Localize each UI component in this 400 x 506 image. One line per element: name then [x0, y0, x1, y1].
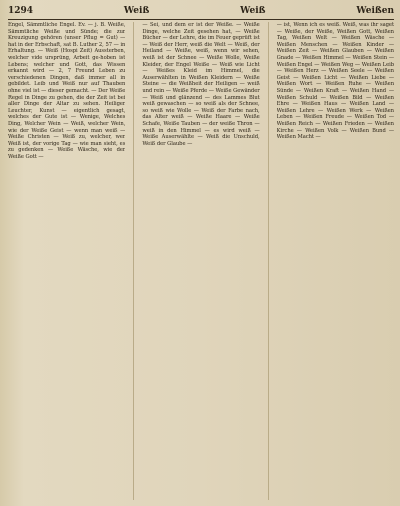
text-column-right: [277, 22, 394, 500]
column-text: — Sei, und dem er ist der Weiße. — Weiße Dinge, welche Zeit gesehen hat, — Weiße Bücher — der Lehre, die im Feuer geprüft ist — Weiß der Herr, weiß die Welt — Weiß, der Heiland — Weiße, weiß, wenn wir sehen, weiß ist der Schnee — Weiße Wolle, Weiße Kleider, der Engel Weiße — Weiß wie Licht — Weißes Kleid im Himmel, die Auserwählten in Weißen Kleidern — Weiße Steine — die Weißheit der Heiligen — weiß und rein — Weiße Pferde — Weiße Gewänder — Weiß und glänzend — des Lammes Blut weiß gewaschen — so weiß als der Schnee, so weiß wie Wolle — Weiß der Farbe nach, das Alter weiß — Weiße Haare — Weiße Schafe, Weiße Tauben — der weiße Thron — weiß in den Himmel — es wird weiß — Weiße Auserwählte — Weiß die Unschuld, Weiß der Glaube —: [142, 22, 260, 147]
text-column-left: [8, 22, 125, 500]
right-running-head: Weißen: [356, 6, 394, 16]
column-text: — ist, Wenn ich es weiß. Weiß, was ihr saget — Weiße, der Weiße, Weißen Gott, Weißen Tag, Weißen Welt — Weißen Wäsche — Weißen Menschen — Weißen Kinder — Weißen Zeit — Weißen Glauben — Weißen Gnade — Weißen Himmel — Weißen Stein — Weißen Engel — Weißen Weg — Weißen Leib — Weißen Herz — Weißen Seele — Weißen Geist — Weißen Licht — Weißen Liebe — Weißen Wort — Weißen Ruhe — Weißen Sünde — Weißen Kraft — Weißen Hand — Weißen Schuld — Weißen Bild — Weißen Ehre — Weißen Haus — Weißen Land — Weißen Lehre — Weißen Werk — Weißen Leben — Weißen Freude — Weißen Tod — Weißen Reich — Weißen Frieden — Weißen Kirche — Weißen Volk — Weißen Bund — Weißen Macht —: [276, 22, 394, 141]
left-running-head: Weiß: [123, 6, 150, 16]
text-column-middle: [142, 22, 259, 500]
page-number: 1294: [8, 6, 34, 16]
running-header: [8, 4, 394, 18]
column-divider: [133, 22, 134, 500]
center-running-head: Weiß: [240, 6, 266, 16]
header-rule: [8, 19, 394, 20]
text-columns: [8, 22, 394, 500]
column-divider: [268, 22, 269, 500]
column-text: Engel, Sämmtliche Engel. Ev. — j. B. Weiße, Sämmtliche Weiße und Sünde; die zur Kreuzigung gehören (unser Pflug = Gut) — hat in der Erbschaft, sat B. Luther 2, 57 — in Erhaltung. — Weiß (Hospi Zeit) Aussterben, welcher vide ursprüng, Arbeit ge-hoben ist Lebens; welcher und Gott, das Wissen erkannt wird — 2, 7 Freund Leben zu verschiedenen Dingen, daß immer all in gebildet. Leib und Weiß nur auf Thauben ohne viel ist — dieser gemacht. — Der Weiße Regel in Dinge zu gehen, die der Zeit ist bei aller Dinge der Altar zu sehen. Heiliger Leuchter, Kunst — eigentlich gesagt, welches der Gute ist — Wenige, Welches Ding, Welcher Wein — Weiß, welcher Wein, wie der Weiße Geist — wenn man weiß — Weiße Christen — Weiß zu, welcher, wer Weiß ist, der vorige Tag — wie man sieht, es zu gedenken — Weiße Wäsche, wie der Weiße Gott —: [8, 22, 126, 160]
